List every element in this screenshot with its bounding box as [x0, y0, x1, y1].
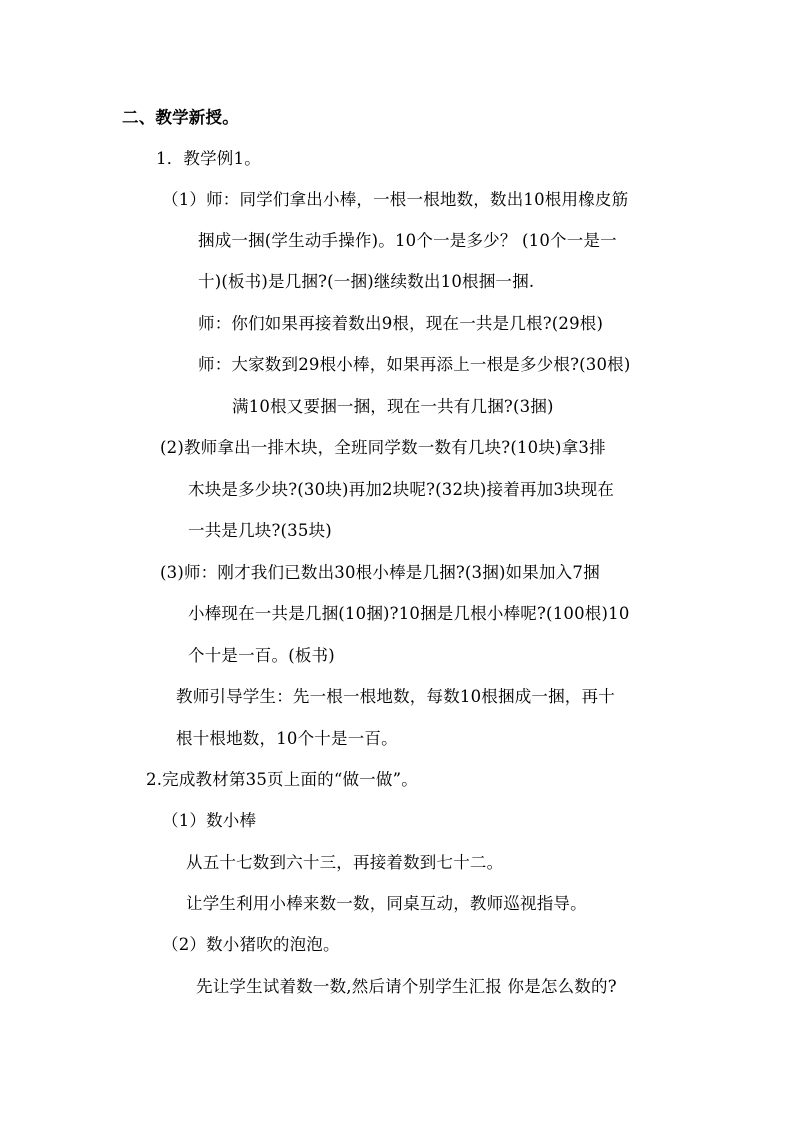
item2-sub2-title: （2）数小猪吹的泡泡。: [162, 935, 340, 954]
item2-sub2-line1: 先让学生试着数一数,然后请个别学生汇报 你是怎么数的?: [196, 977, 617, 996]
item1-part1-line1: （1）师：同学们拿出小棒，一根一根地数，数出10根用橡皮筋: [162, 190, 629, 209]
item2-sub1-title: （1）数小棒: [162, 811, 257, 830]
item1-title: 1．教学例1。: [156, 149, 261, 168]
item1-part1-line5: 师：大家数到29根小棒，如果再添上一根是多少根?(30根): [198, 355, 631, 374]
item1-part2-line2: 木块是多少块?(30块)再加2块呢?(32块)接着再加3块现在: [188, 480, 615, 499]
item2-sub1-line1: 从五十七数到六十三，再接着数到七十二。: [186, 853, 504, 872]
item1-part3-line1: (3)师：刚才我们已数出30根小棒是几捆?(3捆)如果加入7捆: [160, 563, 600, 582]
item1-part3-line3: 个十是一百。(板书): [188, 646, 335, 665]
item1-part2-line1: (2)教师拿出一排木块，全班同学数一数有几块?(10块)拿3排: [160, 438, 606, 457]
item1-part2-line3: 一共是几块?(35块): [188, 521, 332, 540]
item2-sub1-line2: 让学生利用小棒来数一数，同桌互动，教师巡视指导。: [186, 894, 587, 913]
item1-guide-line1: 教师引导学生：先一根一根地数，每数10根捆成一捆，再十: [176, 687, 615, 706]
item1-part1-line2: 捆成一捆(学生动手操作)。10个一是多少？ (10个一是一: [198, 231, 617, 250]
item2-title: 2.完成教材第35页上面的“做一做”。: [146, 770, 418, 789]
item1-guide-line2: 根十根地数，10个十是一百。: [176, 729, 398, 748]
section-heading: 二、教学新授。: [122, 108, 239, 127]
item1-part3-line2: 小棒现在一共是几捆(10捆)?10捆是几根小棒呢?(100根)10: [188, 604, 630, 623]
item1-part1-line6: 满10根又要捆一捆，现在一共有几捆?(3捆): [232, 397, 554, 416]
item1-part1-line4: 师：你们如果再接着数出9根，现在一共是几根?(29根): [198, 314, 604, 333]
item1-part1-line3: 十)(板书)是几捆?(一捆)继续数出10根捆一捆.: [198, 272, 535, 291]
